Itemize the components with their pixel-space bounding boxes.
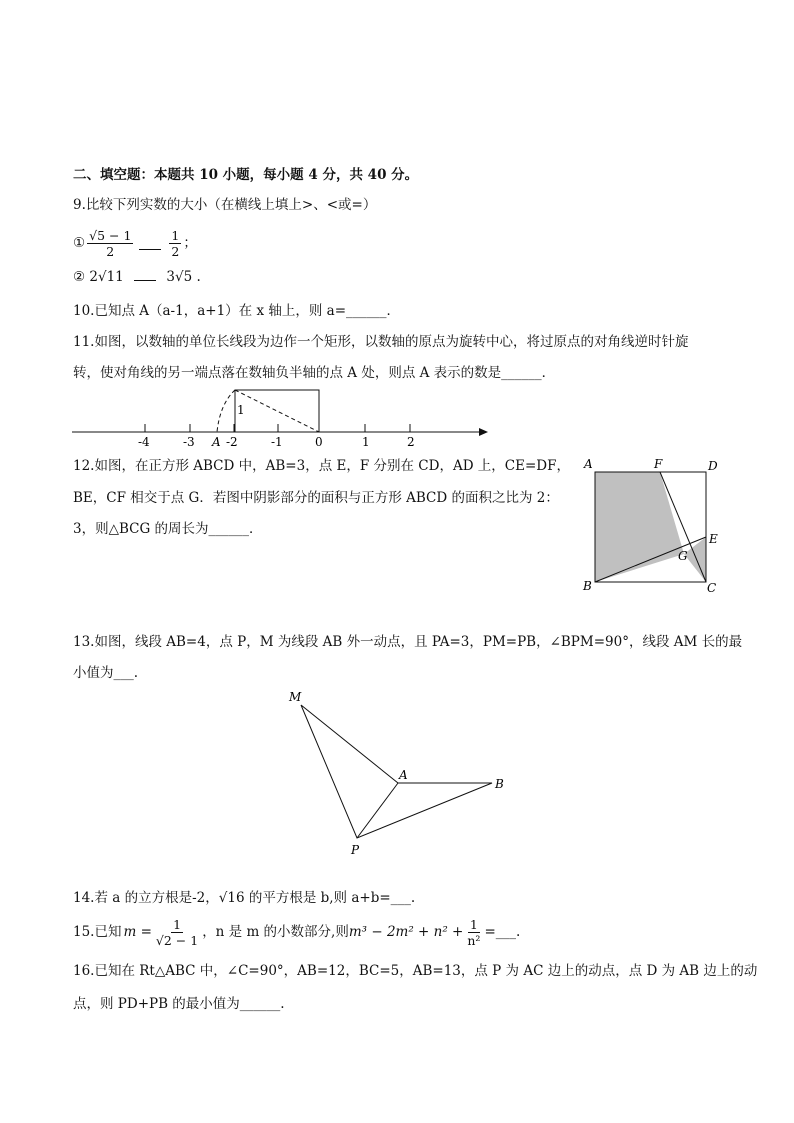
q9-part2-end: . [196, 269, 201, 285]
q16-line1: 16.已知在 Rt△ABC 中，∠C=90°，AB=12，BC=5，AB=13，点 P 为 AC 边上的动点，点 D 为 AB 边上的动 [73, 963, 758, 979]
q15-prefix: 15.已知 [73, 924, 122, 940]
q9-stem: 9.比较下列实数的大小（在横线上填上>、<或=） [73, 197, 377, 213]
q15-fraction-m [154, 917, 200, 948]
q15-expression: m³ − 2m² + n² + [348, 924, 464, 940]
label-a: A [399, 768, 408, 782]
label-a: A [584, 457, 593, 471]
quadrilateral-mabp [301, 705, 492, 838]
section-title: 二、填空题：本题共 10 小题，每小题 4 分，共 40 分。 [73, 167, 419, 183]
q12-square-figure [578, 452, 728, 598]
label-c: C [707, 581, 717, 595]
q15-fraction-m-num: 1 [173, 916, 182, 932]
label-p: P [351, 843, 360, 857]
q9-answer-blank-1[interactable] [139, 237, 161, 250]
point-a-label: A [212, 435, 221, 449]
tick-label: -4 [138, 435, 150, 449]
q16-line2: 点，则 PD+PB 的最小值为______. [73, 996, 285, 1012]
q9-part2 [73, 268, 201, 286]
tick-label: 1 [362, 435, 370, 449]
q11-line2: 转，使对角线的另一端点落在数轴负半轴的点 A 处，则点 A 表示的数是______． [73, 365, 556, 381]
q9-fraction-right [169, 228, 181, 259]
q9-part1 [73, 226, 197, 260]
label-b: B [495, 777, 504, 791]
q15-fraction-n-den: n² [467, 932, 481, 948]
q9-part2-right: 3√5 [166, 269, 193, 285]
q15-middle: ，n 是 m 的小数部分,则 [202, 924, 349, 940]
q15-fraction-n [465, 917, 482, 948]
q9-part1-end: ； [183, 235, 197, 251]
q9-part2-left: 2√11 [89, 269, 124, 285]
side-label: 1 [237, 403, 245, 417]
q9-answer-blank-2[interactable] [134, 268, 156, 281]
q12-line2: BE，CF 相交于点 G．若图中阴影部分的面积与正方形 ABCD 的面积之比为 2： [73, 490, 559, 506]
label-f: F [654, 457, 663, 471]
label-e: E [709, 532, 718, 546]
q14-text: 14.若 a 的立方根是-2，√16 的平方根是 b,则 a+b=___. [73, 890, 416, 906]
q9-fraction-left-num: √5 − 1 [89, 227, 132, 243]
q15-m-eq: m = [123, 924, 152, 940]
q9-fraction-left-den: 2 [106, 243, 115, 259]
tick-label: -3 [183, 435, 195, 449]
tick-label: -2 [226, 435, 238, 449]
q15-suffix: =___. [484, 924, 521, 940]
tick-label: 2 [407, 435, 415, 449]
shaded-quadrilateral [595, 472, 684, 582]
q12-line3: 3，则△BCG 的周长为______． [73, 521, 263, 537]
q15-line [73, 912, 520, 952]
q13-figure [280, 684, 520, 864]
label-g: G [678, 549, 688, 563]
q11-number-line-figure [60, 384, 500, 450]
tick-label: -1 [271, 435, 283, 449]
q15-fraction-m-den: √2 − 1 [155, 932, 199, 948]
q11-line1: 11.如图，以数轴的单位长线段为边作一个矩形，以数轴的原点为旋转中心，将过原点的对角线逆时针旋 [73, 334, 689, 350]
label-d: D [708, 459, 718, 473]
tick-label: 0 [315, 435, 323, 449]
q9-part1-label: ① [73, 235, 86, 251]
axis-arrow-icon [479, 428, 488, 436]
label-m: M [289, 690, 302, 704]
q13-line1: 13.如图，线段 AB=4，点 P，M 为线段 AB 外一动点，且 PA=3，PM=PB，∠BPM=90°，线段 AM 长的最 [73, 634, 743, 650]
q9-fraction-right-den: 2 [171, 243, 180, 259]
q10-text: 10.已知点 A（a-1，a+1）在 x 轴上，则 a=______． [73, 303, 401, 319]
rotation-arc [217, 390, 235, 432]
q9-fraction-left [87, 228, 133, 259]
q9-fraction-right-num: 1 [171, 227, 180, 243]
q9-part2-label: ② [73, 269, 86, 285]
q13-line2: 小值为___. [73, 665, 139, 681]
q15-fraction-n-num: 1 [469, 916, 478, 932]
label-b: B [583, 579, 592, 593]
q12-line1: 12.如图，在正方形 ABCD 中，AB=3，点 E，F 分别在 CD，AD 上，CE=DF， [73, 458, 570, 474]
rectangle-diagonal [235, 390, 319, 432]
